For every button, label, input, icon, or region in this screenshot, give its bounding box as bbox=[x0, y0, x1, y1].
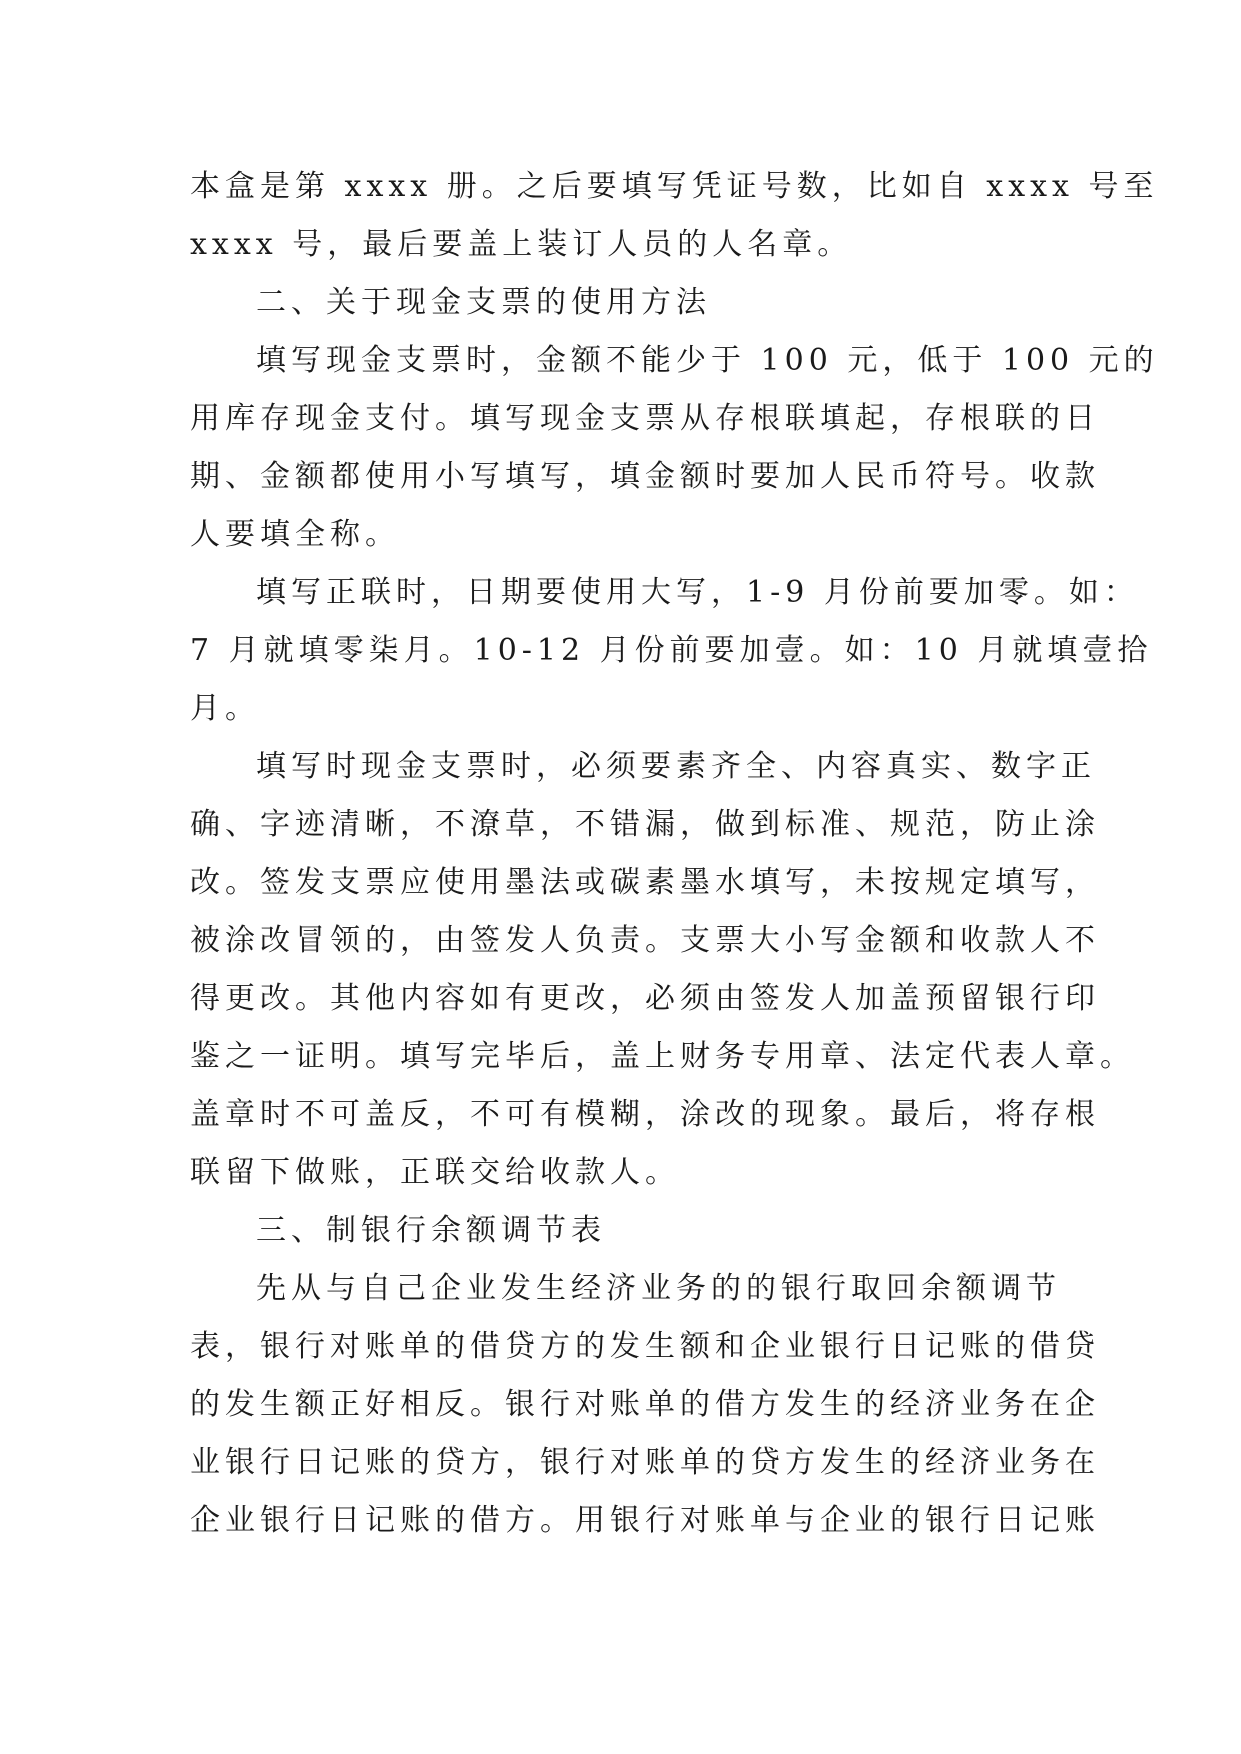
section-heading: 三、制银行余额调节表 bbox=[256, 1213, 606, 1248]
text-line: 7 月就填零柒月。10-12 月份前要加壹。如：10 月就填壹拾 bbox=[190, 633, 1153, 668]
text-line: xxxx 号，最后要盖上装订人员的人名章。 bbox=[190, 227, 853, 262]
text-line: 得更改。其他内容如有更改，必须由签发人加盖预留银行印 bbox=[190, 981, 1100, 1016]
text-line: 鉴之一证明。填写完毕后，盖上财务专用章、法定代表人章。 bbox=[190, 1039, 1135, 1074]
text-line: 企业银行日记账的借方。用银行对账单与企业的银行日记账 bbox=[190, 1503, 1100, 1538]
text-line: 改。签发支票应使用墨法或碳素墨水填写，未按规定填写， bbox=[190, 865, 1100, 900]
text-line: 本盒是第 xxxx 册。之后要填写凭证号数，比如自 xxxx 号至 bbox=[190, 169, 1159, 204]
text-line: 月。 bbox=[190, 691, 260, 726]
text-line: 联留下做账，正联交给收款人。 bbox=[190, 1155, 680, 1190]
text-line: 的发生额正好相反。银行对账单的借方发生的经济业务在企 bbox=[190, 1387, 1100, 1422]
text-line: 盖章时不可盖反，不可有模糊，涂改的现象。最后，将存根 bbox=[190, 1097, 1100, 1132]
text-line: 期、金额都使用小写填写，填金额时要加人民币符号。收款 bbox=[190, 459, 1100, 494]
text-line: 填写现金支票时，金额不能少于 100 元，低于 100 元的 bbox=[256, 343, 1159, 378]
section-heading: 二、关于现金支票的使用方法 bbox=[256, 285, 711, 320]
text-line: 填写时现金支票时，必须要素齐全、内容真实、数字正 bbox=[256, 749, 1096, 784]
text-line: 被涂改冒领的，由签发人负责。支票大小写金额和收款人不 bbox=[190, 923, 1100, 958]
text-line: 人要填全称。 bbox=[190, 517, 400, 552]
text-line: 业银行日记账的贷方，银行对账单的贷方发生的经济业务在 bbox=[190, 1445, 1100, 1480]
text-line: 确、字迹清晰，不潦草，不错漏，做到标准、规范，防止涂 bbox=[190, 807, 1100, 842]
text-line: 用库存现金支付。填写现金支票从存根联填起，存根联的日 bbox=[190, 401, 1100, 436]
text-line: 填写正联时，日期要使用大写，1-9 月份前要加零。如： bbox=[256, 575, 1139, 610]
text-line: 表，银行对账单的借贷方的发生额和企业银行日记账的借贷 bbox=[190, 1329, 1100, 1364]
document-body bbox=[190, 158, 1159, 1550]
text-line: 先从与自己企业发生经济业务的的银行取回余额调节 bbox=[256, 1271, 1061, 1306]
